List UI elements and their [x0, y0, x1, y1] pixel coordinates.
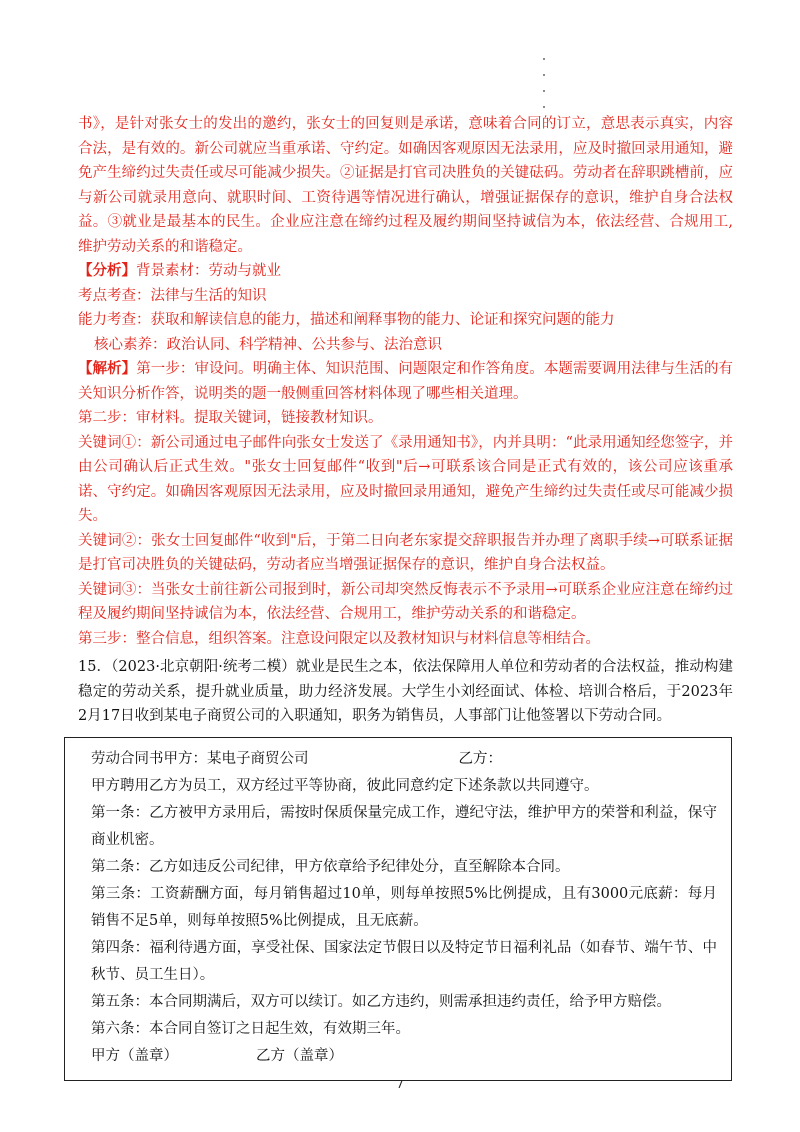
contract-p6: 第五条：本合同期满后，双方可以续订。如乙方违约，则需承担违约责任，给予甲方赔偿。 — [91, 993, 671, 1010]
contract-p2: 第一条：乙方被甲方录用后，需按时保质保量完成工作，遵纪守法，维护甲方的荣誉和利益，保守商业机密。 — [91, 804, 717, 848]
analysis-tag: 【分析】 — [78, 262, 136, 279]
page-content — [78, 112, 733, 1081]
sign-left: 甲方（盖章） — [91, 1047, 178, 1064]
answer-text: 书》，是针对张女士的发出的邀约，张女士的回复则是承诺，意味着合同的订立，意思表示真实，内容合法，是有效的。新公司就应当重承诺、守约定。如确因客观原因无法录用，应及时撤回录用通知，避免产生缔约过失责任或尽可能减少损失。②证据是打官司决胜负的关键砝码。劳动者在辞职跳槽前，应与新公司就录用意向、就职时间、工资待遇等情况进行确认，增强证据保存的意识，维护自身合法权益。③就业是最基本的民生。企业应注意在缔约过程及履约期间坚持诚信为本，依法经营、合规用工,维护劳动关系的和谐稳定。 — [78, 116, 733, 255]
contract-title — [91, 746, 717, 773]
jiexi-step2: 第二步：审材料。提取关键词，链接教材知识。 — [78, 410, 383, 426]
analysis-kaodian: 考点考查：法律与生活的知识 — [78, 287, 267, 304]
question-intro: 15．（2023·北京朝阳·统考二模）就业是民生之本，依法保障用人单位和劳动者的合法权益，推动构建稳定的劳动关系，提升就业质量，助力经济发展。大学生小刘经面试、体检、培训合格后，于2023年2月17日收到某电子商贸公司的入职通知，职务为销售员，人事部门让他签署以下劳动合同。 — [78, 659, 733, 724]
page-number: 7 — [396, 1078, 404, 1091]
keyword-1: 关键词①：新公司通过电子邮件向张女士发送了《录用通知书》，内并具明：“此录用通知经您签字，并由公司确认后正式生效。"张女士回复邮件“收到"后→可联系该合同是正式有效的，该公司应该重承诺、守约定。如确因客观原因无法录用，应及时撤回录用通知，避免产生缔约过失责任或尽可能减少损失。 — [78, 434, 733, 524]
analysis-suyang: 核心素养：政治认同、科学精神、公共参与、法治意识 — [94, 336, 442, 353]
background-text: 背景素材：劳动与就业 — [136, 263, 281, 279]
keyword-2: 关键词②：张女士回复邮件“收到"后，于第二日向老东家提交辞职报告并办理了离职手续→可联系证据是打官司决胜负的关键砝码，劳动者应当增强证据保存的意识，维护自身合法权益。 — [78, 532, 733, 573]
jiexi-step1 — [78, 357, 733, 406]
contract-signatures — [91, 1043, 717, 1070]
analysis-background — [78, 259, 733, 284]
contract-p4: 第三条：工资薪酬方面，每月销售超过10单，则每单按照5%比例提成，且有3000元底薪：每月销售不足5单，则每单按照5%比例提成，且无底薪。 — [91, 885, 717, 929]
contract-p7: 第六条：本合同自签订之日起生效，有效期三年。 — [91, 1020, 410, 1037]
contract-box — [64, 737, 732, 1081]
analysis-nengli: 能力考查：获取和解读信息的能力，描述和阐释事物的能力、论证和探究问题的能力 — [78, 312, 615, 328]
sign-right: 乙方（盖章） — [256, 1047, 343, 1064]
contract-p3: 第二条：乙方如违反公司纪律，甲方依章给予纪律处分，直至解除本合同。 — [91, 858, 570, 875]
contract-p1: 甲方聘用乙方为员工，双方经过平等协商，彼此同意约定下述条款以共同遵守。 — [91, 777, 599, 794]
contract-p5: 第四条：福利待遇方面，享受社保、国家法定节假日以及特定节日福利礼品（如春节、端午节、中秋节、员工生日）。 — [91, 939, 717, 983]
contract-title-right: 乙方： — [458, 750, 502, 767]
keyword-3: 关键词③：当张女士前往新公司报到时，新公司却突然反悔表示不予录用→可联系企业应注意在缔约过程及履约期间坚持诚信为本，依法经营、合规用工，维护劳动关系的和谐稳定。 — [78, 581, 733, 622]
contract-title-left: 劳动合同书甲方：某电子商贸公司 — [91, 750, 309, 767]
jiexi-step3: 第三步：整合信息，组织答案。注意设问限定以及教材知识与材料信息等相结合。 — [78, 630, 600, 647]
jiexi-tag: 【解析】 — [78, 360, 137, 377]
step1-text: 第一步：审设问。明确主体、知识范围、问题限定和作答角度。本题需要调用法律与生活的有关知识分析作答，说明类的题一般侧重回答材料体现了哪些相关道理。 — [78, 361, 734, 402]
